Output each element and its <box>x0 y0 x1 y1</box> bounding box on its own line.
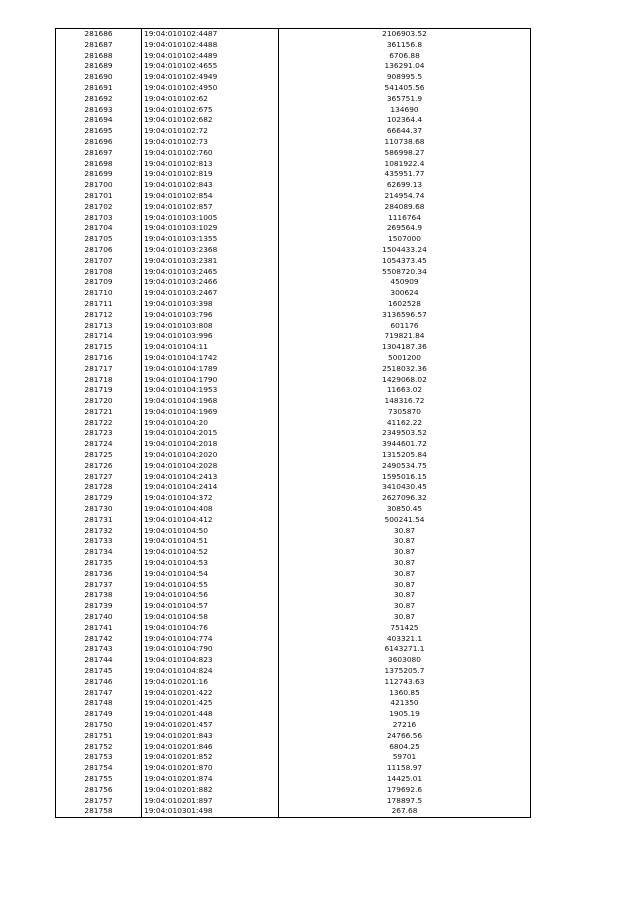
table-row <box>56 61 531 72</box>
cadastral-value-cell: 136291.04 <box>279 61 531 72</box>
cadastral-value-cell: 1054373.45 <box>279 256 531 267</box>
cadastral-number-cell: 19:04:010201:874 <box>142 774 279 785</box>
table-row <box>56 526 531 537</box>
cadastral-number-cell: 19:04:010103:796 <box>142 310 279 321</box>
table-row <box>56 51 531 62</box>
cadastral-number-cell: 19:04:010104:1968 <box>142 396 279 407</box>
row-number-cell: 281696 <box>56 137 142 148</box>
row-number-cell: 281744 <box>56 655 142 666</box>
cadastral-number-cell: 19:04:010104:2015 <box>142 428 279 439</box>
row-number-cell: 281709 <box>56 277 142 288</box>
cadastral-number-cell: 19:04:010102:819 <box>142 169 279 180</box>
cadastral-number-cell: 19:04:010301:498 <box>142 806 279 817</box>
cadastral-value-cell: 2490534.75 <box>279 461 531 472</box>
cadastral-value-cell: 1504433.24 <box>279 245 531 256</box>
table-row <box>56 202 531 213</box>
cadastral-value-cell: 1429068.02 <box>279 375 531 386</box>
row-number-cell: 281714 <box>56 331 142 342</box>
table-row <box>56 159 531 170</box>
cadastral-value-cell: 178897.5 <box>279 796 531 807</box>
cadastral-value-cell: 2627096.32 <box>279 493 531 504</box>
cadastral-number-cell: 19:04:010104:1953 <box>142 385 279 396</box>
row-number-cell: 281703 <box>56 213 142 224</box>
cadastral-value-cell: 6143271.1 <box>279 644 531 655</box>
cadastral-number-cell: 19:04:010201:457 <box>142 720 279 731</box>
cadastral-number-cell: 19:04:010104:823 <box>142 655 279 666</box>
cadastral-number-cell: 19:04:010104:76 <box>142 623 279 634</box>
cadastral-value-cell: 5508720.34 <box>279 267 531 278</box>
table-row <box>56 493 531 504</box>
table-row <box>56 396 531 407</box>
cadastral-value-cell: 30.87 <box>279 558 531 569</box>
cadastral-number-cell: 19:04:010104:1969 <box>142 407 279 418</box>
cadastral-value-cell: 27216 <box>279 720 531 731</box>
cadastral-value-cell: 2349503.52 <box>279 428 531 439</box>
cadastral-value-cell: 102364.4 <box>279 115 531 126</box>
cadastral-value-cell: 1360.85 <box>279 688 531 699</box>
cadastral-value-cell: 41162.22 <box>279 418 531 429</box>
row-number-cell: 281712 <box>56 310 142 321</box>
table-row <box>56 418 531 429</box>
row-number-cell: 281710 <box>56 288 142 299</box>
cadastral-number-cell: 19:04:010104:412 <box>142 515 279 526</box>
cadastral-number-cell: 19:04:010103:1029 <box>142 223 279 234</box>
table-row <box>56 169 531 180</box>
cadastral-value-cell: 361156.8 <box>279 40 531 51</box>
cadastral-number-cell: 19:04:010104:50 <box>142 526 279 537</box>
cadastral-value-cell: 30.87 <box>279 601 531 612</box>
table-row <box>56 40 531 51</box>
cadastral-value-cell: 2106903.52 <box>279 29 531 40</box>
table-row <box>56 267 531 278</box>
cadastral-value-cell: 2518032.36 <box>279 364 531 375</box>
cadastral-value-cell: 30.87 <box>279 612 531 623</box>
row-number-cell: 281757 <box>56 796 142 807</box>
table-row <box>56 213 531 224</box>
cadastral-number-cell: 19:04:010102:4488 <box>142 40 279 51</box>
cadastral-value-cell: 3410430.45 <box>279 482 531 493</box>
cadastral-number-cell: 19:04:010104:56 <box>142 590 279 601</box>
cadastral-number-cell: 19:04:010102:675 <box>142 105 279 116</box>
table-row <box>56 677 531 688</box>
cadastral-number-cell: 19:04:010103:398 <box>142 299 279 310</box>
row-number-cell: 281702 <box>56 202 142 213</box>
cadastral-value-cell: 66644.37 <box>279 126 531 137</box>
row-number-cell: 281752 <box>56 742 142 753</box>
table-row <box>56 407 531 418</box>
cadastral-number-cell: 19:04:010201:448 <box>142 709 279 720</box>
cadastral-number-cell: 19:04:010104:1742 <box>142 353 279 364</box>
row-number-cell: 281720 <box>56 396 142 407</box>
cadastral-number-cell: 19:04:010102:4950 <box>142 83 279 94</box>
row-number-cell: 281725 <box>56 450 142 461</box>
cadastral-number-cell: 19:04:010201:870 <box>142 763 279 774</box>
cadastral-value-cell: 1595016.15 <box>279 472 531 483</box>
cadastral-number-cell: 19:04:010103:1355 <box>142 234 279 245</box>
row-number-cell: 281741 <box>56 623 142 634</box>
row-number-cell: 281747 <box>56 688 142 699</box>
cadastral-value-cell: 214954.74 <box>279 191 531 202</box>
table-row <box>56 191 531 202</box>
table-row <box>56 666 531 677</box>
table-row <box>56 234 531 245</box>
cadastral-number-cell: 19:04:010104:58 <box>142 612 279 623</box>
cadastral-value-cell: 30.87 <box>279 536 531 547</box>
row-number-cell: 281693 <box>56 105 142 116</box>
cadastral-value-table <box>55 28 531 818</box>
cadastral-value-cell: 11158.97 <box>279 763 531 774</box>
cadastral-value-cell: 148316.72 <box>279 396 531 407</box>
cadastral-value-cell: 300624 <box>279 288 531 299</box>
table-row <box>56 277 531 288</box>
cadastral-value-cell: 14425.01 <box>279 774 531 785</box>
table-row <box>56 763 531 774</box>
table-row <box>56 342 531 353</box>
row-number-cell: 281706 <box>56 245 142 256</box>
table-row <box>56 450 531 461</box>
cadastral-value-cell: 403321.1 <box>279 634 531 645</box>
row-number-cell: 281707 <box>56 256 142 267</box>
table-row <box>56 752 531 763</box>
row-number-cell: 281743 <box>56 644 142 655</box>
table-row <box>56 601 531 612</box>
cadastral-number-cell: 19:04:010104:2413 <box>142 472 279 483</box>
table-row <box>56 428 531 439</box>
cadastral-value-cell: 1116764 <box>279 213 531 224</box>
table-row <box>56 774 531 785</box>
table-row <box>56 634 531 645</box>
cadastral-value-cell: 500241.54 <box>279 515 531 526</box>
row-number-cell: 281699 <box>56 169 142 180</box>
row-number-cell: 281695 <box>56 126 142 137</box>
cadastral-number-cell: 19:04:010102:843 <box>142 180 279 191</box>
table-row <box>56 105 531 116</box>
cadastral-number-cell: 19:04:010102:760 <box>142 148 279 159</box>
row-number-cell: 281751 <box>56 731 142 742</box>
cadastral-number-cell: 19:04:010104:57 <box>142 601 279 612</box>
cadastral-value-cell: 267.68 <box>279 806 531 817</box>
table-row <box>56 83 531 94</box>
table-row <box>56 256 531 267</box>
table-row <box>56 569 531 580</box>
table-row <box>56 515 531 526</box>
cadastral-value-cell: 1315205.84 <box>279 450 531 461</box>
cadastral-number-cell: 19:04:010104:54 <box>142 569 279 580</box>
cadastral-number-cell: 19:04:010103:2381 <box>142 256 279 267</box>
cadastral-number-cell: 19:04:010104:824 <box>142 666 279 677</box>
cadastral-value-cell: 1375205.7 <box>279 666 531 677</box>
table-row <box>56 655 531 666</box>
table-row <box>56 223 531 234</box>
row-number-cell: 281690 <box>56 72 142 83</box>
cadastral-number-cell: 19:04:010102:72 <box>142 126 279 137</box>
cadastral-value-cell: 586998.27 <box>279 148 531 159</box>
row-number-cell: 281704 <box>56 223 142 234</box>
row-number-cell: 281718 <box>56 375 142 386</box>
cadastral-value-cell: 3603080 <box>279 655 531 666</box>
table-row <box>56 94 531 105</box>
row-number-cell: 281721 <box>56 407 142 418</box>
cadastral-number-cell: 19:04:010104:790 <box>142 644 279 655</box>
cadastral-value-cell: 908995.5 <box>279 72 531 83</box>
cadastral-number-cell: 19:04:010102:4949 <box>142 72 279 83</box>
cadastral-number-cell: 19:04:010201:422 <box>142 688 279 699</box>
cadastral-value-cell: 269564.9 <box>279 223 531 234</box>
table-row <box>56 612 531 623</box>
cadastral-number-cell: 19:04:010104:1789 <box>142 364 279 375</box>
table-row <box>56 353 531 364</box>
table-row <box>56 461 531 472</box>
table-row <box>56 115 531 126</box>
cadastral-value-cell: 6804.25 <box>279 742 531 753</box>
row-number-cell: 281733 <box>56 536 142 547</box>
row-number-cell: 281729 <box>56 493 142 504</box>
table-row <box>56 331 531 342</box>
row-number-cell: 281691 <box>56 83 142 94</box>
table-row <box>56 180 531 191</box>
row-number-cell: 281737 <box>56 580 142 591</box>
cadastral-value-cell: 3944601.72 <box>279 439 531 450</box>
table-row <box>56 310 531 321</box>
table-row <box>56 688 531 699</box>
row-number-cell: 281692 <box>56 94 142 105</box>
row-number-cell: 281705 <box>56 234 142 245</box>
cadastral-number-cell: 19:04:010104:1790 <box>142 375 279 386</box>
row-number-cell: 281727 <box>56 472 142 483</box>
cadastral-number-cell: 19:04:010201:882 <box>142 785 279 796</box>
cadastral-value-cell: 30.87 <box>279 590 531 601</box>
cadastral-number-cell: 19:04:010103:1005 <box>142 213 279 224</box>
row-number-cell: 281755 <box>56 774 142 785</box>
cadastral-number-cell: 19:04:010102:857 <box>142 202 279 213</box>
table-row <box>56 472 531 483</box>
cadastral-value-cell: 1507000 <box>279 234 531 245</box>
table-row <box>56 796 531 807</box>
table-row <box>56 644 531 655</box>
cadastral-number-cell: 19:04:010103:2466 <box>142 277 279 288</box>
row-number-cell: 281731 <box>56 515 142 526</box>
cadastral-value-cell: 30.87 <box>279 526 531 537</box>
table-row <box>56 709 531 720</box>
cadastral-number-cell: 19:04:010104:2020 <box>142 450 279 461</box>
row-number-cell: 281697 <box>56 148 142 159</box>
cadastral-number-cell: 19:04:010103:996 <box>142 331 279 342</box>
cadastral-number-cell: 19:04:010104:51 <box>142 536 279 547</box>
table-row <box>56 385 531 396</box>
row-number-cell: 281748 <box>56 698 142 709</box>
cadastral-value-cell: 30.87 <box>279 569 531 580</box>
cadastral-value-cell: 365751.9 <box>279 94 531 105</box>
row-number-cell: 281745 <box>56 666 142 677</box>
cadastral-number-cell: 19:04:010104:372 <box>142 493 279 504</box>
row-number-cell: 281687 <box>56 40 142 51</box>
cadastral-value-cell: 1602528 <box>279 299 531 310</box>
cadastral-number-cell: 19:04:010103:808 <box>142 321 279 332</box>
cadastral-number-cell: 19:04:010104:774 <box>142 634 279 645</box>
row-number-cell: 281716 <box>56 353 142 364</box>
table-row <box>56 137 531 148</box>
cadastral-number-cell: 19:04:010103:2368 <box>142 245 279 256</box>
cadastral-number-cell: 19:04:010102:854 <box>142 191 279 202</box>
row-number-cell: 281715 <box>56 342 142 353</box>
table-row <box>56 299 531 310</box>
cadastral-number-cell: 19:04:010103:2467 <box>142 288 279 299</box>
row-number-cell: 281738 <box>56 590 142 601</box>
row-number-cell: 281758 <box>56 806 142 817</box>
cadastral-value-cell: 541405.56 <box>279 83 531 94</box>
table-row <box>56 288 531 299</box>
row-number-cell: 281750 <box>56 720 142 731</box>
row-number-cell: 281726 <box>56 461 142 472</box>
cadastral-number-cell: 19:04:010201:16 <box>142 677 279 688</box>
row-number-cell: 281735 <box>56 558 142 569</box>
cadastral-number-cell: 19:04:010103:2465 <box>142 267 279 278</box>
row-number-cell: 281700 <box>56 180 142 191</box>
table-row <box>56 623 531 634</box>
cadastral-value-cell: 1304187.36 <box>279 342 531 353</box>
cadastral-value-cell: 1905.19 <box>279 709 531 720</box>
cadastral-value-cell: 112743.63 <box>279 677 531 688</box>
cadastral-number-cell: 19:04:010104:2414 <box>142 482 279 493</box>
row-number-cell: 281722 <box>56 418 142 429</box>
row-number-cell: 281732 <box>56 526 142 537</box>
cadastral-number-cell: 19:04:010201:843 <box>142 731 279 742</box>
table-row <box>56 321 531 332</box>
table-row <box>56 806 531 817</box>
cadastral-value-cell: 62699.13 <box>279 180 531 191</box>
table-row <box>56 364 531 375</box>
row-number-cell: 281688 <box>56 51 142 62</box>
row-number-cell: 281698 <box>56 159 142 170</box>
cadastral-value-cell: 7305870 <box>279 407 531 418</box>
cadastral-number-cell: 19:04:010104:11 <box>142 342 279 353</box>
cadastral-value-cell: 601176 <box>279 321 531 332</box>
row-number-cell: 281749 <box>56 709 142 720</box>
row-number-cell: 281686 <box>56 29 142 40</box>
table-row <box>56 580 531 591</box>
row-number-cell: 281742 <box>56 634 142 645</box>
table-row <box>56 148 531 159</box>
cadastral-value-cell: 435951.77 <box>279 169 531 180</box>
row-number-cell: 281739 <box>56 601 142 612</box>
cadastral-value-cell: 179692.6 <box>279 785 531 796</box>
table-row <box>56 504 531 515</box>
table-row <box>56 375 531 386</box>
cadastral-number-cell: 19:04:010102:813 <box>142 159 279 170</box>
cadastral-value-cell: 11663.02 <box>279 385 531 396</box>
row-number-cell: 281711 <box>56 299 142 310</box>
table-row <box>56 245 531 256</box>
cadastral-value-cell: 24766.56 <box>279 731 531 742</box>
cadastral-number-cell: 19:04:010102:4489 <box>142 51 279 62</box>
cadastral-number-cell: 19:04:010201:852 <box>142 752 279 763</box>
row-number-cell: 281730 <box>56 504 142 515</box>
table-row <box>56 29 531 40</box>
row-number-cell: 281723 <box>56 428 142 439</box>
cadastral-value-cell: 719821.84 <box>279 331 531 342</box>
cadastral-number-cell: 19:04:010104:2018 <box>142 439 279 450</box>
cadastral-number-cell: 19:04:010201:846 <box>142 742 279 753</box>
row-number-cell: 281734 <box>56 547 142 558</box>
cadastral-number-cell: 19:04:010201:425 <box>142 698 279 709</box>
cadastral-value-cell: 284089.68 <box>279 202 531 213</box>
cadastral-value-cell: 5001200 <box>279 353 531 364</box>
cadastral-value-cell: 30.87 <box>279 547 531 558</box>
row-number-cell: 281689 <box>56 61 142 72</box>
row-number-cell: 281756 <box>56 785 142 796</box>
row-number-cell: 281701 <box>56 191 142 202</box>
cadastral-number-cell: 19:04:010201:897 <box>142 796 279 807</box>
cadastral-value-cell: 134690 <box>279 105 531 116</box>
cadastral-number-cell: 19:04:010104:2028 <box>142 461 279 472</box>
cadastral-value-cell: 3136596.57 <box>279 310 531 321</box>
cadastral-number-cell: 19:04:010104:55 <box>142 580 279 591</box>
cadastral-number-cell: 19:04:010102:4487 <box>142 29 279 40</box>
table-row <box>56 731 531 742</box>
cadastral-value-cell: 30.87 <box>279 580 531 591</box>
cadastral-value-cell: 450909 <box>279 277 531 288</box>
row-number-cell: 281753 <box>56 752 142 763</box>
cadastral-value-cell: 59701 <box>279 752 531 763</box>
row-number-cell: 281746 <box>56 677 142 688</box>
cadastral-number-cell: 19:04:010102:682 <box>142 115 279 126</box>
cadastral-value-cell: 751425 <box>279 623 531 634</box>
row-number-cell: 281719 <box>56 385 142 396</box>
cadastral-number-cell: 19:04:010102:73 <box>142 137 279 148</box>
table-row <box>56 742 531 753</box>
row-number-cell: 281740 <box>56 612 142 623</box>
table-row <box>56 72 531 83</box>
cadastral-number-cell: 19:04:010104:408 <box>142 504 279 515</box>
row-number-cell: 281736 <box>56 569 142 580</box>
cadastral-value-cell: 110738.68 <box>279 137 531 148</box>
table-row <box>56 126 531 137</box>
cadastral-value-cell: 6706.88 <box>279 51 531 62</box>
row-number-cell: 281724 <box>56 439 142 450</box>
cadastral-number-cell: 19:04:010104:53 <box>142 558 279 569</box>
cadastral-number-cell: 19:04:010102:62 <box>142 94 279 105</box>
table-row <box>56 558 531 569</box>
table-row <box>56 720 531 731</box>
table-row <box>56 590 531 601</box>
table-row <box>56 785 531 796</box>
row-number-cell: 281713 <box>56 321 142 332</box>
row-number-cell: 281728 <box>56 482 142 493</box>
row-number-cell: 281754 <box>56 763 142 774</box>
row-number-cell: 281694 <box>56 115 142 126</box>
table-row <box>56 547 531 558</box>
table-row <box>56 698 531 709</box>
row-number-cell: 281708 <box>56 267 142 278</box>
cadastral-value-cell: 421350 <box>279 698 531 709</box>
table-row <box>56 482 531 493</box>
cadastral-value-cell: 1081922.4 <box>279 159 531 170</box>
table-row <box>56 536 531 547</box>
cadastral-number-cell: 19:04:010104:52 <box>142 547 279 558</box>
cadastral-value-cell: 30850.45 <box>279 504 531 515</box>
cadastral-number-cell: 19:04:010104:20 <box>142 418 279 429</box>
cadastral-number-cell: 19:04:010102:4655 <box>142 61 279 72</box>
table-row <box>56 439 531 450</box>
row-number-cell: 281717 <box>56 364 142 375</box>
